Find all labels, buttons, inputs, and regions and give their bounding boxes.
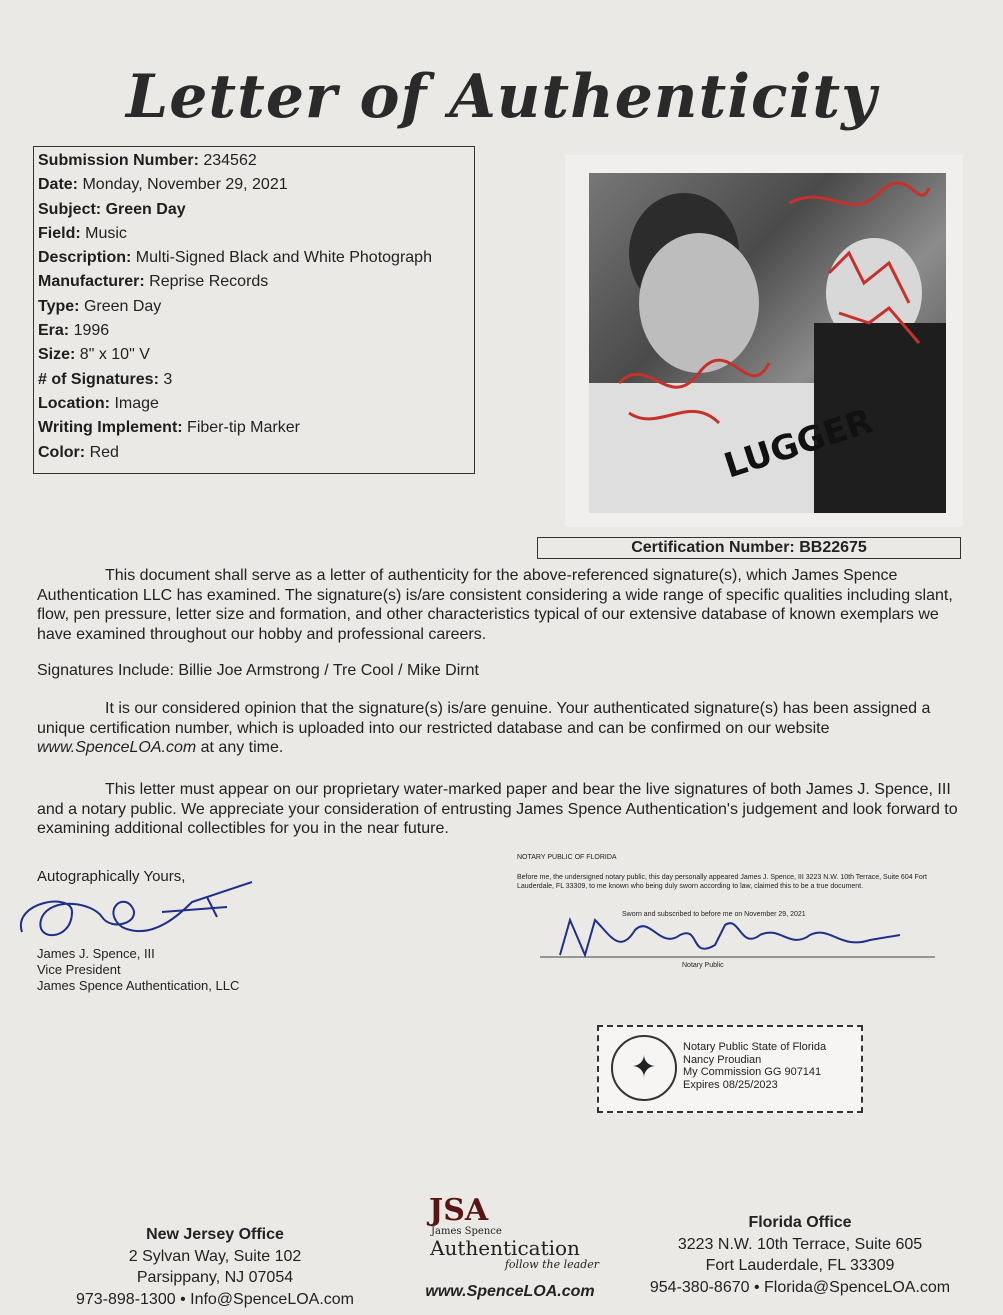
photo-illustration: [589, 173, 946, 513]
info-label: Type:: [38, 297, 80, 315]
signer-company: James Spence Authentication, LLC: [37, 978, 240, 993]
signer-block: [37, 946, 239, 994]
notary-seal: [597, 1025, 863, 1113]
info-row-submission: [38, 149, 470, 173]
certification-number: Certification Number: BB22675: [537, 537, 961, 559]
info-label: Size:: [38, 346, 76, 364]
info-row-era: [38, 319, 470, 343]
opinion-text-end: at any time.: [196, 739, 284, 756]
info-value: 8" x 10" V: [79, 346, 150, 364]
notary-signature: [540, 905, 940, 965]
jsa-logo: [405, 1193, 605, 1276]
notary-public-label: Notary Public: [682, 962, 724, 969]
info-value: Green Day: [105, 200, 186, 218]
authenticity-paragraph: This document shall serve as a letter of authenticity for the above-referenced signature(s), which James Spence Authentication LLC has examined. The signature(s) is/are consistent considering a wide range of specific qualities including slant, flow, pen pressure, letter size and formation, and other characteristics typical of our extensive database of known exemplars we have examined throughout our hobby and professional careers.: [37, 567, 953, 643]
photo-image: [589, 173, 946, 513]
info-label: Field:: [38, 224, 81, 242]
info-row-type: [38, 295, 470, 319]
info-row-location: [38, 392, 470, 416]
notary-header: NOTARY PUBLIC OF FLORIDA: [517, 854, 617, 861]
info-value: Reprise Records: [149, 273, 269, 291]
website-link[interactable]: www.SpenceLOA.com: [37, 739, 197, 756]
info-row-subject: [38, 198, 470, 222]
info-value: Multi-Signed Black and White Photograph: [135, 249, 432, 267]
info-row-date: [38, 173, 470, 197]
info-value: 3: [163, 370, 173, 388]
nj-contact: 973-898-1300 • Info@SpenceLOA.com: [75, 1290, 354, 1308]
info-label: Submission Number:: [38, 152, 199, 169]
info-label: Date:: [38, 176, 79, 194]
jsa-logo-sub1: James Spence: [431, 1226, 502, 1237]
nj-address-line1: 2 Sylvan Way, Suite 102: [128, 1247, 302, 1265]
info-value: 234562: [203, 152, 257, 169]
signer-role: Vice President: [37, 962, 121, 977]
seal-text: [683, 1041, 826, 1091]
info-label: Description:: [38, 249, 132, 267]
info-row-color: [38, 441, 470, 465]
notary-sworn: Sworn and subscribed to before me on November 29, 2021: [622, 911, 806, 918]
notary-statement: Before me, the undersigned notary public, this day personally appeared James J. Spence, III 3223 N.W. 10th Terrace, Suite 604 Fort Lauderdale, FL 33309, to me known who being duly sworn according to law, claimed this to be a true document.: [517, 874, 927, 890]
fl-address-line1: 3223 N.W. 10th Terrace, Suite 605: [677, 1235, 923, 1253]
info-label: Writing Implement:: [38, 419, 183, 437]
submission-info-box: [33, 146, 475, 474]
signatures-include: Signatures Include: Billie Joe Armstrong / Tre Cool / Mike Dirnt: [37, 662, 479, 679]
opinion-paragraph: [37, 699, 962, 758]
info-label: Color:: [38, 443, 86, 461]
info-value: Fiber-tip Marker: [187, 419, 300, 437]
info-value: Monday, November 29, 2021: [82, 176, 288, 194]
nj-office-title: New Jersey Office: [146, 1226, 284, 1243]
closing-line: Autographically Yours,: [37, 868, 186, 885]
jsa-logo-sub2: Authentication: [430, 1236, 580, 1260]
info-value: Red: [89, 443, 119, 461]
info-row-description: [38, 246, 470, 270]
signed-photograph: [565, 155, 963, 527]
nj-address-line2: Parsippany, NJ 07054: [136, 1269, 294, 1286]
info-label: Era:: [38, 322, 70, 340]
info-row-field: [38, 222, 470, 246]
signer-name: James J. Spence, III: [37, 946, 155, 961]
fl-address-line2: Fort Lauderdale, FL 33309: [705, 1257, 895, 1274]
info-row-writing-implement: [38, 416, 470, 440]
info-row-signature-count: [38, 368, 470, 392]
jsa-logo-tagline: follow the leader: [504, 1258, 599, 1271]
seal-line: Expires 08/25/2023: [683, 1078, 778, 1091]
jsa-logo-main: JSA: [429, 1193, 489, 1228]
info-label: # of Signatures:: [38, 370, 159, 388]
info-label: Subject:: [38, 200, 102, 218]
info-row-manufacturer: [38, 270, 470, 294]
seal-line: Notary Public State of Florida: [683, 1041, 827, 1053]
fl-contact: 954-380-8670 • Florida@SpenceLOA.com: [649, 1278, 951, 1296]
info-value: 1996: [73, 322, 110, 340]
document-title: Letter of Authenticity: [126, 62, 877, 132]
photo-shirt-text: LUGGER: [719, 401, 878, 487]
seal-line: My Commission GG 907141: [683, 1066, 822, 1078]
seal-line: Nancy Proudian: [683, 1053, 762, 1066]
fl-office-title: Florida Office: [748, 1214, 852, 1231]
watermark-paragraph: This letter must appear on our proprietary water-marked paper and bear the live signatures of both James J. Spence, III and a notary public. We appreciate your consideration of entrusting James Spence Authentication's judgement and look forward to examining additional collectibles for you in the near future.: [37, 781, 958, 837]
footer-website[interactable]: www.SpenceLOA.com: [425, 1283, 595, 1300]
spence-signature: [12, 872, 262, 952]
info-label: Location:: [38, 394, 110, 412]
info-row-size: [38, 343, 470, 367]
opinion-text: It is our considered opinion that the signature(s) is/are genuine. Your authenticated signature(s) has been assigned a unique certification number, which is uploaded into our restricted database and can be confirmed on our website: [37, 700, 931, 737]
eagle-seal-icon: ✦: [611, 1035, 677, 1101]
fl-office: [630, 1212, 970, 1298]
nj-office: [45, 1224, 385, 1310]
info-value: Music: [85, 224, 127, 242]
info-value: Image: [114, 394, 159, 412]
info-value: Green Day: [83, 297, 162, 315]
info-label: Manufacturer:: [38, 273, 145, 291]
